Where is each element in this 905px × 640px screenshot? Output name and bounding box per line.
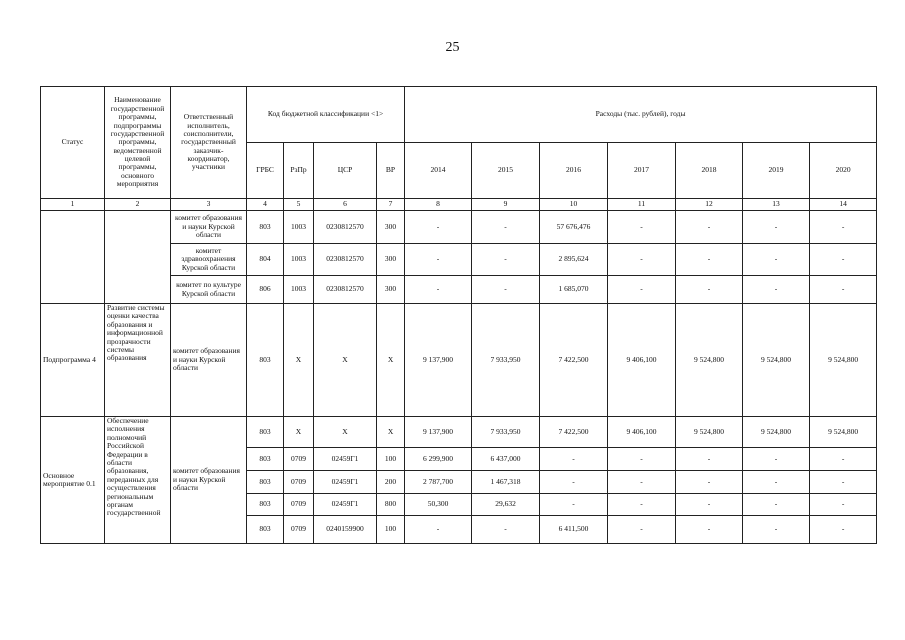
subprogram-row xyxy=(41,304,877,417)
value-cell: - xyxy=(810,244,877,276)
csr-cell: 02459Г1 xyxy=(314,471,377,494)
grbs-cell: 803 xyxy=(247,448,284,471)
value-cell: - xyxy=(676,448,743,471)
value-cell: - xyxy=(676,471,743,494)
grbs-cell: 803 xyxy=(247,494,284,516)
vr-cell: 200 xyxy=(377,471,405,494)
measure-row xyxy=(41,417,877,448)
header-vr: ВР xyxy=(377,143,405,199)
header-grbs: ГРБС xyxy=(247,143,284,199)
rzpr-cell: Х xyxy=(284,304,314,417)
grbs-cell: 803 xyxy=(247,211,284,244)
value-cell: - xyxy=(810,516,877,544)
header-budget-code: Код бюджетной классификации <1> xyxy=(247,87,405,143)
value-cell: 6 437,000 xyxy=(472,448,540,471)
rzpr-cell: Х xyxy=(284,417,314,448)
csr-cell: 02459Г1 xyxy=(314,494,377,516)
value-cell: - xyxy=(810,448,877,471)
rzpr-cell: 0709 xyxy=(284,516,314,544)
header-year: 2018 xyxy=(676,143,743,199)
executor-cell: комитет образования и науки Курской области xyxy=(171,417,247,544)
csr-cell: Х xyxy=(314,304,377,417)
executor-cell: комитет здравоохранения Курской области xyxy=(171,244,247,276)
value-cell: 9 524,800 xyxy=(743,304,810,417)
column-number: 8 xyxy=(405,199,472,211)
value-cell: 50,300 xyxy=(405,494,472,516)
vr-cell: Х xyxy=(377,417,405,448)
value-cell: - xyxy=(743,211,810,244)
header-csr: ЦСР xyxy=(314,143,377,199)
value-cell: 7 933,950 xyxy=(472,304,540,417)
value-cell: - xyxy=(810,276,877,304)
vr-cell: 100 xyxy=(377,516,405,544)
grbs-cell: 803 xyxy=(247,304,284,417)
value-cell: - xyxy=(810,211,877,244)
name-cell: Развитие системы оценки качества образования и информационной прозрачности системы образования xyxy=(105,304,171,417)
header-row xyxy=(41,87,877,143)
rzpr-cell: 0709 xyxy=(284,448,314,471)
csr-cell: 0230812570 xyxy=(314,211,377,244)
header-status: Статус xyxy=(41,87,105,199)
grbs-cell: 804 xyxy=(247,244,284,276)
column-number: 6 xyxy=(314,199,377,211)
rzpr-cell: 1003 xyxy=(284,244,314,276)
value-cell: - xyxy=(608,494,676,516)
value-cell: - xyxy=(676,276,743,304)
value-cell: - xyxy=(472,211,540,244)
column-number: 13 xyxy=(743,199,810,211)
value-cell: - xyxy=(810,471,877,494)
value-cell: 9 524,800 xyxy=(810,417,877,448)
header-rzpr: РзПр xyxy=(284,143,314,199)
header-year: 2020 xyxy=(810,143,877,199)
column-number: 9 xyxy=(472,199,540,211)
value-cell: 7 933,950 xyxy=(472,417,540,448)
column-number: 1 xyxy=(41,199,105,211)
column-number-row xyxy=(41,199,877,211)
rzpr-cell: 0709 xyxy=(284,494,314,516)
column-number: 12 xyxy=(676,199,743,211)
value-cell: - xyxy=(540,471,608,494)
value-cell: - xyxy=(608,276,676,304)
status-cell: Основное мероприятие 0.1 xyxy=(41,417,105,544)
grbs-cell: 803 xyxy=(247,516,284,544)
executor-cell: комитет образования и науки Курской области xyxy=(171,211,247,244)
column-number: 5 xyxy=(284,199,314,211)
vr-cell: Х xyxy=(377,304,405,417)
vr-cell: 100 xyxy=(377,448,405,471)
rzpr-cell: 1003 xyxy=(284,276,314,304)
value-cell: 1 685,070 xyxy=(540,276,608,304)
value-cell: 6 411,500 xyxy=(540,516,608,544)
value-cell: - xyxy=(405,211,472,244)
value-cell: - xyxy=(472,516,540,544)
value-cell: 9 524,800 xyxy=(743,417,810,448)
value-cell: - xyxy=(540,494,608,516)
value-cell: - xyxy=(405,276,472,304)
header-expenses: Расходы (тыс. рублей), годы xyxy=(405,87,877,143)
page-number: 25 xyxy=(445,40,460,55)
value-cell: - xyxy=(608,471,676,494)
value-cell: 9 524,800 xyxy=(676,417,743,448)
header-name: Наименование государственной программы, подпрограммы государственной программы, ведомственной целевой программы, основного мероприятия xyxy=(105,87,171,199)
value-cell: - xyxy=(743,448,810,471)
header-year: 2015 xyxy=(472,143,540,199)
header-executor: Ответственный исполнитель, соисполнители, государственный заказчик-координатор, участники xyxy=(171,87,247,199)
value-cell: - xyxy=(743,516,810,544)
value-cell: - xyxy=(743,276,810,304)
value-cell: - xyxy=(676,494,743,516)
column-number: 10 xyxy=(540,199,608,211)
value-cell: - xyxy=(608,448,676,471)
value-cell: 2 895,624 xyxy=(540,244,608,276)
status-cell-empty xyxy=(41,211,105,304)
column-number: 4 xyxy=(247,199,284,211)
budget-table xyxy=(40,86,877,544)
value-cell: 9 137,900 xyxy=(405,417,472,448)
value-cell: - xyxy=(472,276,540,304)
csr-cell: 02459Г1 xyxy=(314,448,377,471)
grbs-cell: 803 xyxy=(247,471,284,494)
rzpr-cell: 1003 xyxy=(284,211,314,244)
column-number: 7 xyxy=(377,199,405,211)
value-cell: - xyxy=(743,471,810,494)
csr-cell: 0240159900 xyxy=(314,516,377,544)
status-cell: Подпрограмма 4 xyxy=(41,304,105,417)
executor-cell: комитет образования и науки Курской области xyxy=(171,304,247,417)
value-cell: - xyxy=(810,494,877,516)
value-cell: - xyxy=(676,516,743,544)
header-year: 2019 xyxy=(743,143,810,199)
grbs-cell: 806 xyxy=(247,276,284,304)
value-cell: 7 422,500 xyxy=(540,417,608,448)
value-cell: - xyxy=(743,244,810,276)
value-cell: - xyxy=(608,516,676,544)
vr-cell: 300 xyxy=(377,211,405,244)
executor-cell: комитет по культуре Курской области xyxy=(171,276,247,304)
name-cell: Обеспечение исполнения полномочий Российской Федерации в области образования, переданных для осуществления региональным органам государственной xyxy=(105,417,171,544)
value-cell: - xyxy=(405,516,472,544)
value-cell: - xyxy=(608,244,676,276)
value-cell: 9 524,800 xyxy=(676,304,743,417)
header-year: 2016 xyxy=(540,143,608,199)
rzpr-cell: 0709 xyxy=(284,471,314,494)
value-cell: 9 406,100 xyxy=(608,417,676,448)
vr-cell: 300 xyxy=(377,276,405,304)
header-year: 2017 xyxy=(608,143,676,199)
name-cell-empty xyxy=(105,211,171,304)
value-cell: 1 467,318 xyxy=(472,471,540,494)
value-cell: - xyxy=(608,211,676,244)
column-number: 3 xyxy=(171,199,247,211)
value-cell: 2 787,700 xyxy=(405,471,472,494)
column-number: 2 xyxy=(105,199,171,211)
csr-cell: 0230812570 xyxy=(314,276,377,304)
value-cell: - xyxy=(405,244,472,276)
table-row xyxy=(41,211,877,244)
csr-cell: 0230812570 xyxy=(314,244,377,276)
value-cell: 29,632 xyxy=(472,494,540,516)
vr-cell: 800 xyxy=(377,494,405,516)
value-cell: 9 524,800 xyxy=(810,304,877,417)
value-cell: - xyxy=(472,244,540,276)
vr-cell: 300 xyxy=(377,244,405,276)
value-cell: 7 422,500 xyxy=(540,304,608,417)
column-number: 14 xyxy=(810,199,877,211)
value-cell: 9 137,900 xyxy=(405,304,472,417)
value-cell: - xyxy=(676,244,743,276)
value-cell: - xyxy=(540,448,608,471)
column-number: 11 xyxy=(608,199,676,211)
value-cell: 6 299,900 xyxy=(405,448,472,471)
value-cell: - xyxy=(743,494,810,516)
grbs-cell: 803 xyxy=(247,417,284,448)
csr-cell: Х xyxy=(314,417,377,448)
value-cell: - xyxy=(676,211,743,244)
header-year: 2014 xyxy=(405,143,472,199)
value-cell: 57 676,476 xyxy=(540,211,608,244)
value-cell: 9 406,100 xyxy=(608,304,676,417)
